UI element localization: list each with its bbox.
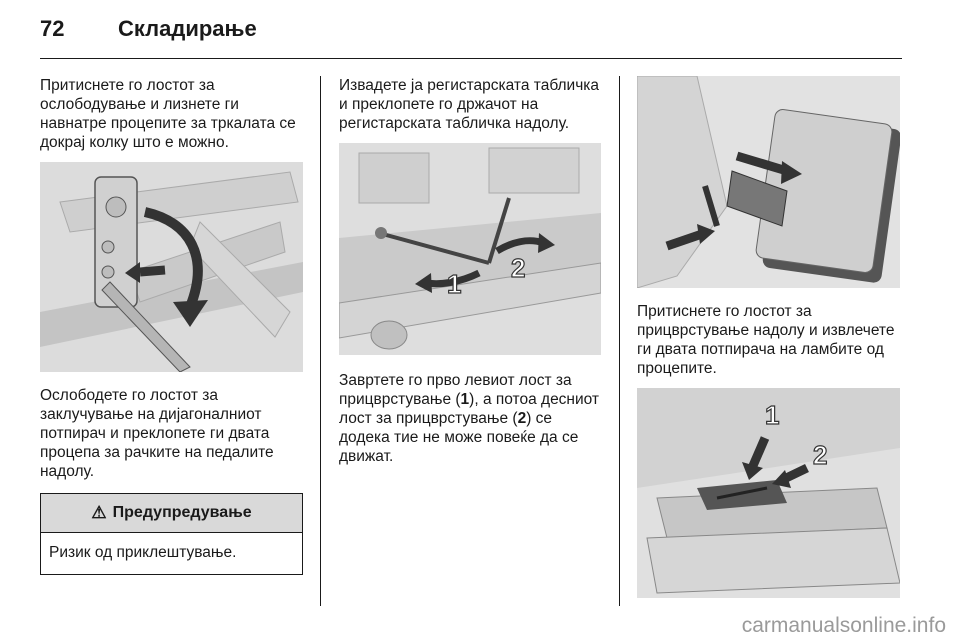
instruction-text-5: Притиснете го лостот за прицврстување надолу и извлечете ги двата потпирача на ламбите од процепите.	[637, 303, 895, 377]
ref-lever-2: 2	[517, 410, 527, 427]
instruction-text-4c: ), а потоа десниот лост за прицврстување (	[339, 391, 600, 427]
figure-label-2: 2	[511, 253, 526, 283]
column-divider-2	[619, 76, 620, 606]
figure-label-1b: 1	[765, 400, 780, 430]
warning-title: Предупредување	[112, 504, 252, 521]
column-1	[40, 76, 303, 575]
instruction-text-2: Ослободете го лостот за заклучување на дијагоналниот потпирач и преклопете ги двата процепа за рачките на педалите надолу.	[40, 387, 274, 480]
figure-wheel-slot-lever	[40, 162, 303, 372]
figure-lamp-carriers	[637, 76, 900, 288]
column-3	[637, 76, 900, 598]
instruction-text-4a: Завртете го прво левиот лост за прицврстување (	[339, 372, 572, 408]
figure-fastening-levers	[339, 143, 601, 355]
watermark: carmanualsonline.info	[741, 614, 946, 637]
column-divider-1	[320, 76, 321, 606]
header-rule	[40, 58, 902, 59]
section-title: Складирање	[118, 16, 257, 41]
instruction-text-1: Притиснете го лостот за ослободување и лизнете ги навнатре процепите за тркалата се докрај колку што е можно.	[40, 77, 296, 151]
instruction-text-4	[339, 371, 601, 466]
warning-triangle-icon: ⚠	[91, 503, 107, 522]
column-2	[339, 76, 601, 466]
figure-label-1: 1	[447, 269, 462, 299]
page-header	[40, 14, 900, 58]
figure-label-2b: 2	[813, 440, 828, 470]
instruction-text-4e: ) се додека тие не може повеќе да се движат.	[339, 410, 579, 465]
instruction-text-3: Извадете ја регистарската табличка и преклопете го држачот на регистарската табличка надолу.	[339, 77, 600, 132]
page-number: 72	[40, 16, 65, 41]
warning-box	[40, 493, 303, 575]
warning-text: Ризик од приклештување.	[49, 544, 237, 561]
ref-lever-1: 1	[460, 391, 470, 408]
figure-lamp-carriers-detail	[637, 388, 900, 598]
warning-header	[41, 494, 302, 533]
